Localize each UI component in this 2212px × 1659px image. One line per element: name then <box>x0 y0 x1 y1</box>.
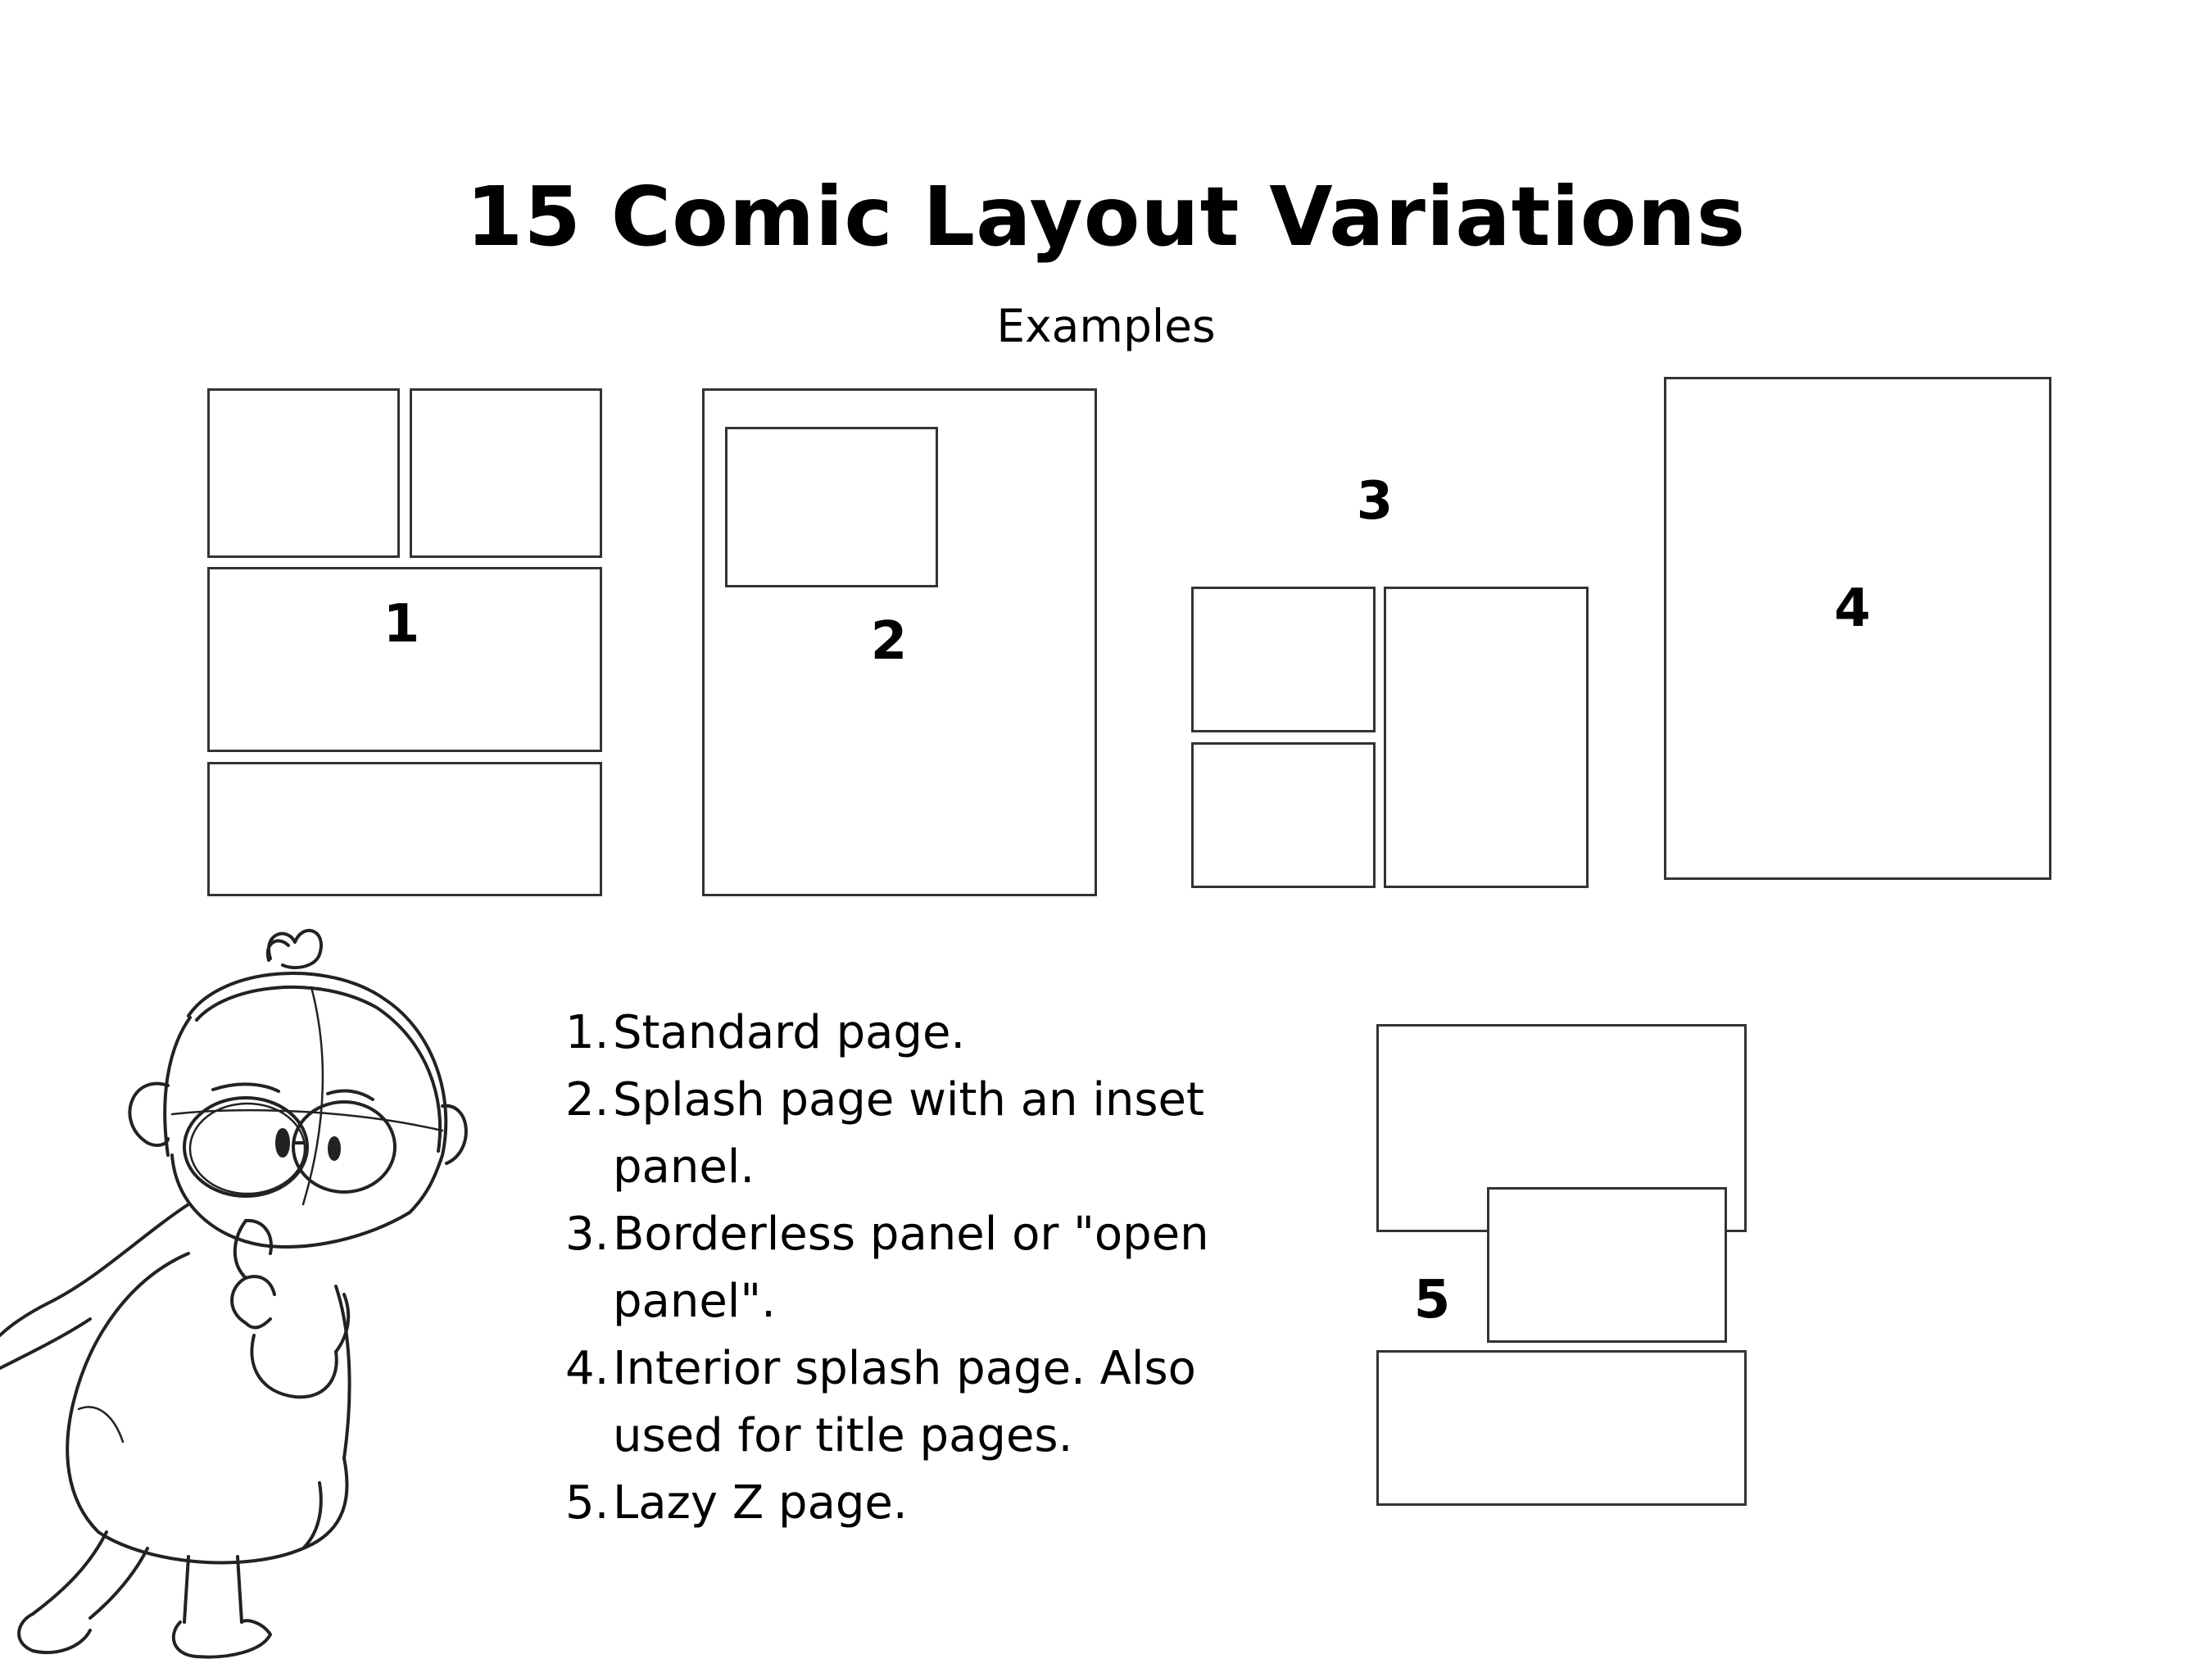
layout-5-panel-bottom <box>1376 1350 1747 1506</box>
list-item <box>565 1335 1262 1470</box>
list-item-text: Splash page with an inset panel. <box>613 1073 1204 1194</box>
layout-4-label: 4 <box>1834 578 1871 639</box>
layout-3-panel-right <box>1384 587 1589 888</box>
layout-3-panel-top-left <box>1191 587 1376 732</box>
layout-3-label: 3 <box>1356 471 1394 532</box>
page-subtitle: Examples <box>996 300 1216 352</box>
list-item <box>565 999 1262 1067</box>
page-title: 15 Comic Layout Variations <box>465 169 1747 265</box>
list-item-number: 1. <box>565 1006 610 1059</box>
list-item-number: 4. <box>565 1342 610 1395</box>
sketched-girl-character-icon <box>0 909 492 1659</box>
list-item <box>565 1067 1262 1201</box>
list-item-number: 2. <box>565 1073 610 1126</box>
list-item-text: Standard page. <box>613 1006 966 1059</box>
layout-3-panel-bottom-left <box>1191 742 1376 888</box>
layout-1-label: 1 <box>383 594 420 655</box>
list-item-number: 3. <box>565 1208 610 1261</box>
list-item-text: Borderless panel or "open panel". <box>613 1208 1209 1328</box>
list-item-text: Lazy Z page. <box>613 1476 908 1530</box>
layout-2-label: 2 <box>870 611 908 672</box>
layout-2-inset-panel <box>725 427 938 587</box>
layout-5-label: 5 <box>1413 1270 1451 1330</box>
list-item-number: 5. <box>565 1476 610 1530</box>
layout-1-panel-top-right <box>410 388 602 558</box>
list-item <box>565 1470 1262 1537</box>
layout-1-panel-bottom <box>207 762 602 896</box>
list-item <box>565 1201 1262 1335</box>
list-item-text: Interior splash page. Also used for title pages. <box>613 1342 1196 1462</box>
layout-1-panel-top-left <box>207 388 400 558</box>
layout-5-panel-middle <box>1487 1187 1727 1343</box>
layout-notes-list <box>565 999 1262 1537</box>
